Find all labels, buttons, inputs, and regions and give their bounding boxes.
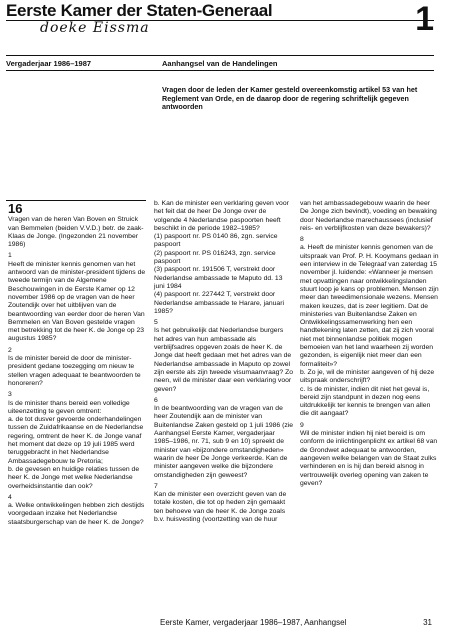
question-text: Is het gebruikelijk dat Nederlandse burgers het adres van hun ambassade als verblijfsadres opgeven zoals de heer K. de Jonge dat heeft gedaan met het adres van de Nederlandse ambassade in Maputo op zowel zijn eerste als zijn tweede visumaanvraag? Zo neen, wil de minister daar een verklaring voor geven? bbox=[154, 327, 294, 393]
question-text: b. de gevesen en huidige relaties tussen de heer K. de Jonge met welke Nederlandse overheidsinstantie dan ook? bbox=[8, 465, 140, 490]
question-text: Wil de minister indien hij niet bereid is om conform de inlichtingenplicht ex artikel 68 van de Grondwet adequaat te antwoorden, aangeven welke belangen van de Staat zulks verhinderen en is hij dan bereid alsnog in vertrouwelijk overleg opening van zaken te geven? bbox=[300, 430, 438, 487]
session-label: Vergaderjaar 1986–1987 bbox=[6, 59, 92, 68]
question-set-number: 16 bbox=[8, 201, 23, 216]
publication-label: Aanhangsel van de Handelingen bbox=[162, 59, 278, 68]
document-title: Eerste Kamer der Staten-Generaal bbox=[6, 1, 273, 20]
question-number: 3 bbox=[8, 391, 12, 399]
passport-item: (3) paspoort nr. 191506 T, verstrekt door Nederlandse ambassade te Maputo dd. 13 juni 1984 bbox=[154, 266, 283, 290]
question-number: 8 bbox=[300, 236, 304, 244]
question-text: b. Zo je, wil de minister aangeven of hij deze uitspraak onderschrijft? bbox=[300, 368, 435, 385]
question-text: Heeft de minister kennis genomen van het antwoord van de minister-president tijdens de tweede termijn van de Algemene Beschouwingen in de Eerste Kamer op 12 november 1986 op de vragen van de heer Zoutendijk over het uitblijven van de beantwoording van eerder door de heren Van Bemmelen en Van Boven gestelde vragen met betrekking tot de heer K. de Jonge op 23 augustus 1985? bbox=[8, 260, 146, 343]
column-rule bbox=[6, 200, 146, 201]
question-number: 4 bbox=[8, 493, 12, 501]
meta-rule-top bbox=[6, 55, 434, 56]
question-text: Kan de minister een overzicht geven van de totale kosten, die tot op heden zijn gemaakt ten behoeve van de heer K. de Jonge zoals b.v. huisvesting (voortzetting van de huur bbox=[154, 491, 287, 523]
question-number: 2 bbox=[8, 346, 12, 354]
footer-text: Eerste Kamer, vergaderjaar 1986–1987, Aanhangsel bbox=[160, 618, 347, 627]
header-rule bbox=[6, 20, 434, 21]
intro-paragraph: Vragen door de leden der Kamer gesteld overeenkomstig artikel 53 van het Reglement van Orde, en de daarop door de regering schriftelijk gegeven antwoorden bbox=[162, 85, 418, 112]
column-2 bbox=[154, 200, 294, 524]
question-number: 7 bbox=[154, 482, 158, 490]
passport-item: (1) paspoort nr. PS 0140 86, zgn. service paspoort bbox=[154, 233, 278, 249]
question-text: a. Heeft de minister kennis genomen van de uitspraak van Prof. P. H. Kooymans gedaan in een interview in de Telegraaf van zaterdag 15 november jl. luidende: «Wanneer je mensen met opvattingen naar ontwikkelingslanden stuurt loop je kans op problemen. Mensen zijn meer dan tweedimensionale wezens. Mensen maken keuzes, dat is zeer legitiem. Dat de ministeries van Buitenlandse Zaken en Ontwikkelingssamenwerking hen een handtekening laten zetten, dat zij zich vooral niet met binnenlandse politiek mogen bemoeien van het land waarheen zij worden gezonden, is eigenlijk niet meer dan een formaliteit»? bbox=[300, 244, 439, 368]
question-text: Is de minister bereid de door de minister-president gedane toezegging om nieuw te stellen vragen adequaat te beantwoorden te honoreren? bbox=[8, 355, 141, 387]
column-3 bbox=[300, 200, 440, 488]
question-text: a. de tot dusver gevoerde onderhandelingen tussen de Zuidafrikaanse en de Nederlandse regering, omtrent de heer K. de Jonge vanaf het moment dat deze op 19 juli 1985 werd teruggebracht in het Nederlandse Ambassadegebouw te Pretoria; bbox=[8, 416, 144, 465]
passport-item: (2) paspoort nr. PS 016243, zgn. service paspoort bbox=[154, 249, 276, 266]
handwritten-annotation: doeke Eissma bbox=[40, 20, 150, 36]
question-number: 9 bbox=[300, 421, 304, 429]
question-text: van het ambassadegebouw waarin de heer De Jonge zich bevindt), voeding en bewaking door Nederlandse marechaussees (inclusief reis- en verblijfkosten van deze bewakers)? bbox=[300, 200, 437, 232]
question-number: 6 bbox=[154, 396, 158, 404]
issue-number: 1 bbox=[415, 0, 434, 38]
column-1 bbox=[8, 201, 148, 527]
page-number: 31 bbox=[423, 618, 432, 627]
question-number: 1 bbox=[8, 252, 12, 260]
question-heading: Vragen van de heren Van Boven en Struick van Bemmelen (beiden V.V.D.) betr. de zaak-Klaas de Jonge. (Ingezonden 21 november 1986) bbox=[8, 216, 144, 249]
meta-rule-bottom bbox=[6, 70, 434, 71]
question-text: a. Welke ontwikkelingen hebben zich destijds voorgedaan inzake het Nederlandse staatsburgerschap van de heer K. de Jonge? bbox=[8, 502, 145, 526]
question-text: c. Is de minister, indien dit niet het geval is, bereid zijn standpunt in dezen nog eens uitdrukkelijk ter kennis te brengen van allen die dit aangaat? bbox=[300, 385, 431, 418]
question-number: 5 bbox=[154, 319, 158, 327]
question-text: b. Kan de minister een verklaring geven voor het feit dat de heer De Jonge over de volgende 4 Nederlandse paspoorten heeft beschikt in de periode 1982–1985? bbox=[154, 200, 289, 232]
question-text: In de beantwoording van de vragen van de heer Zoutendijk aan de minister van Buitenlandse Zaken gesteld op 1 juli 1986 (zie Aanhangsel Eerste Kamer, vergaderjaar 1985–1986, nr. 71, sub 9 en 10) spreekt de minister van «bijzondere omstandigheden» waarin de heer De Jonge verkeerde. Kan de minister aangeven welke die bijzondere omstandigheden zijn geweest? bbox=[154, 405, 294, 479]
question-text: Is de minister thans bereid een volledige uiteenzetting te geven omtrent: bbox=[8, 399, 130, 415]
passport-item: (4) paspoort nr. 227442 T, verstrekt door Nederlandse ambassade te Harare, januari 1985? bbox=[154, 291, 284, 315]
